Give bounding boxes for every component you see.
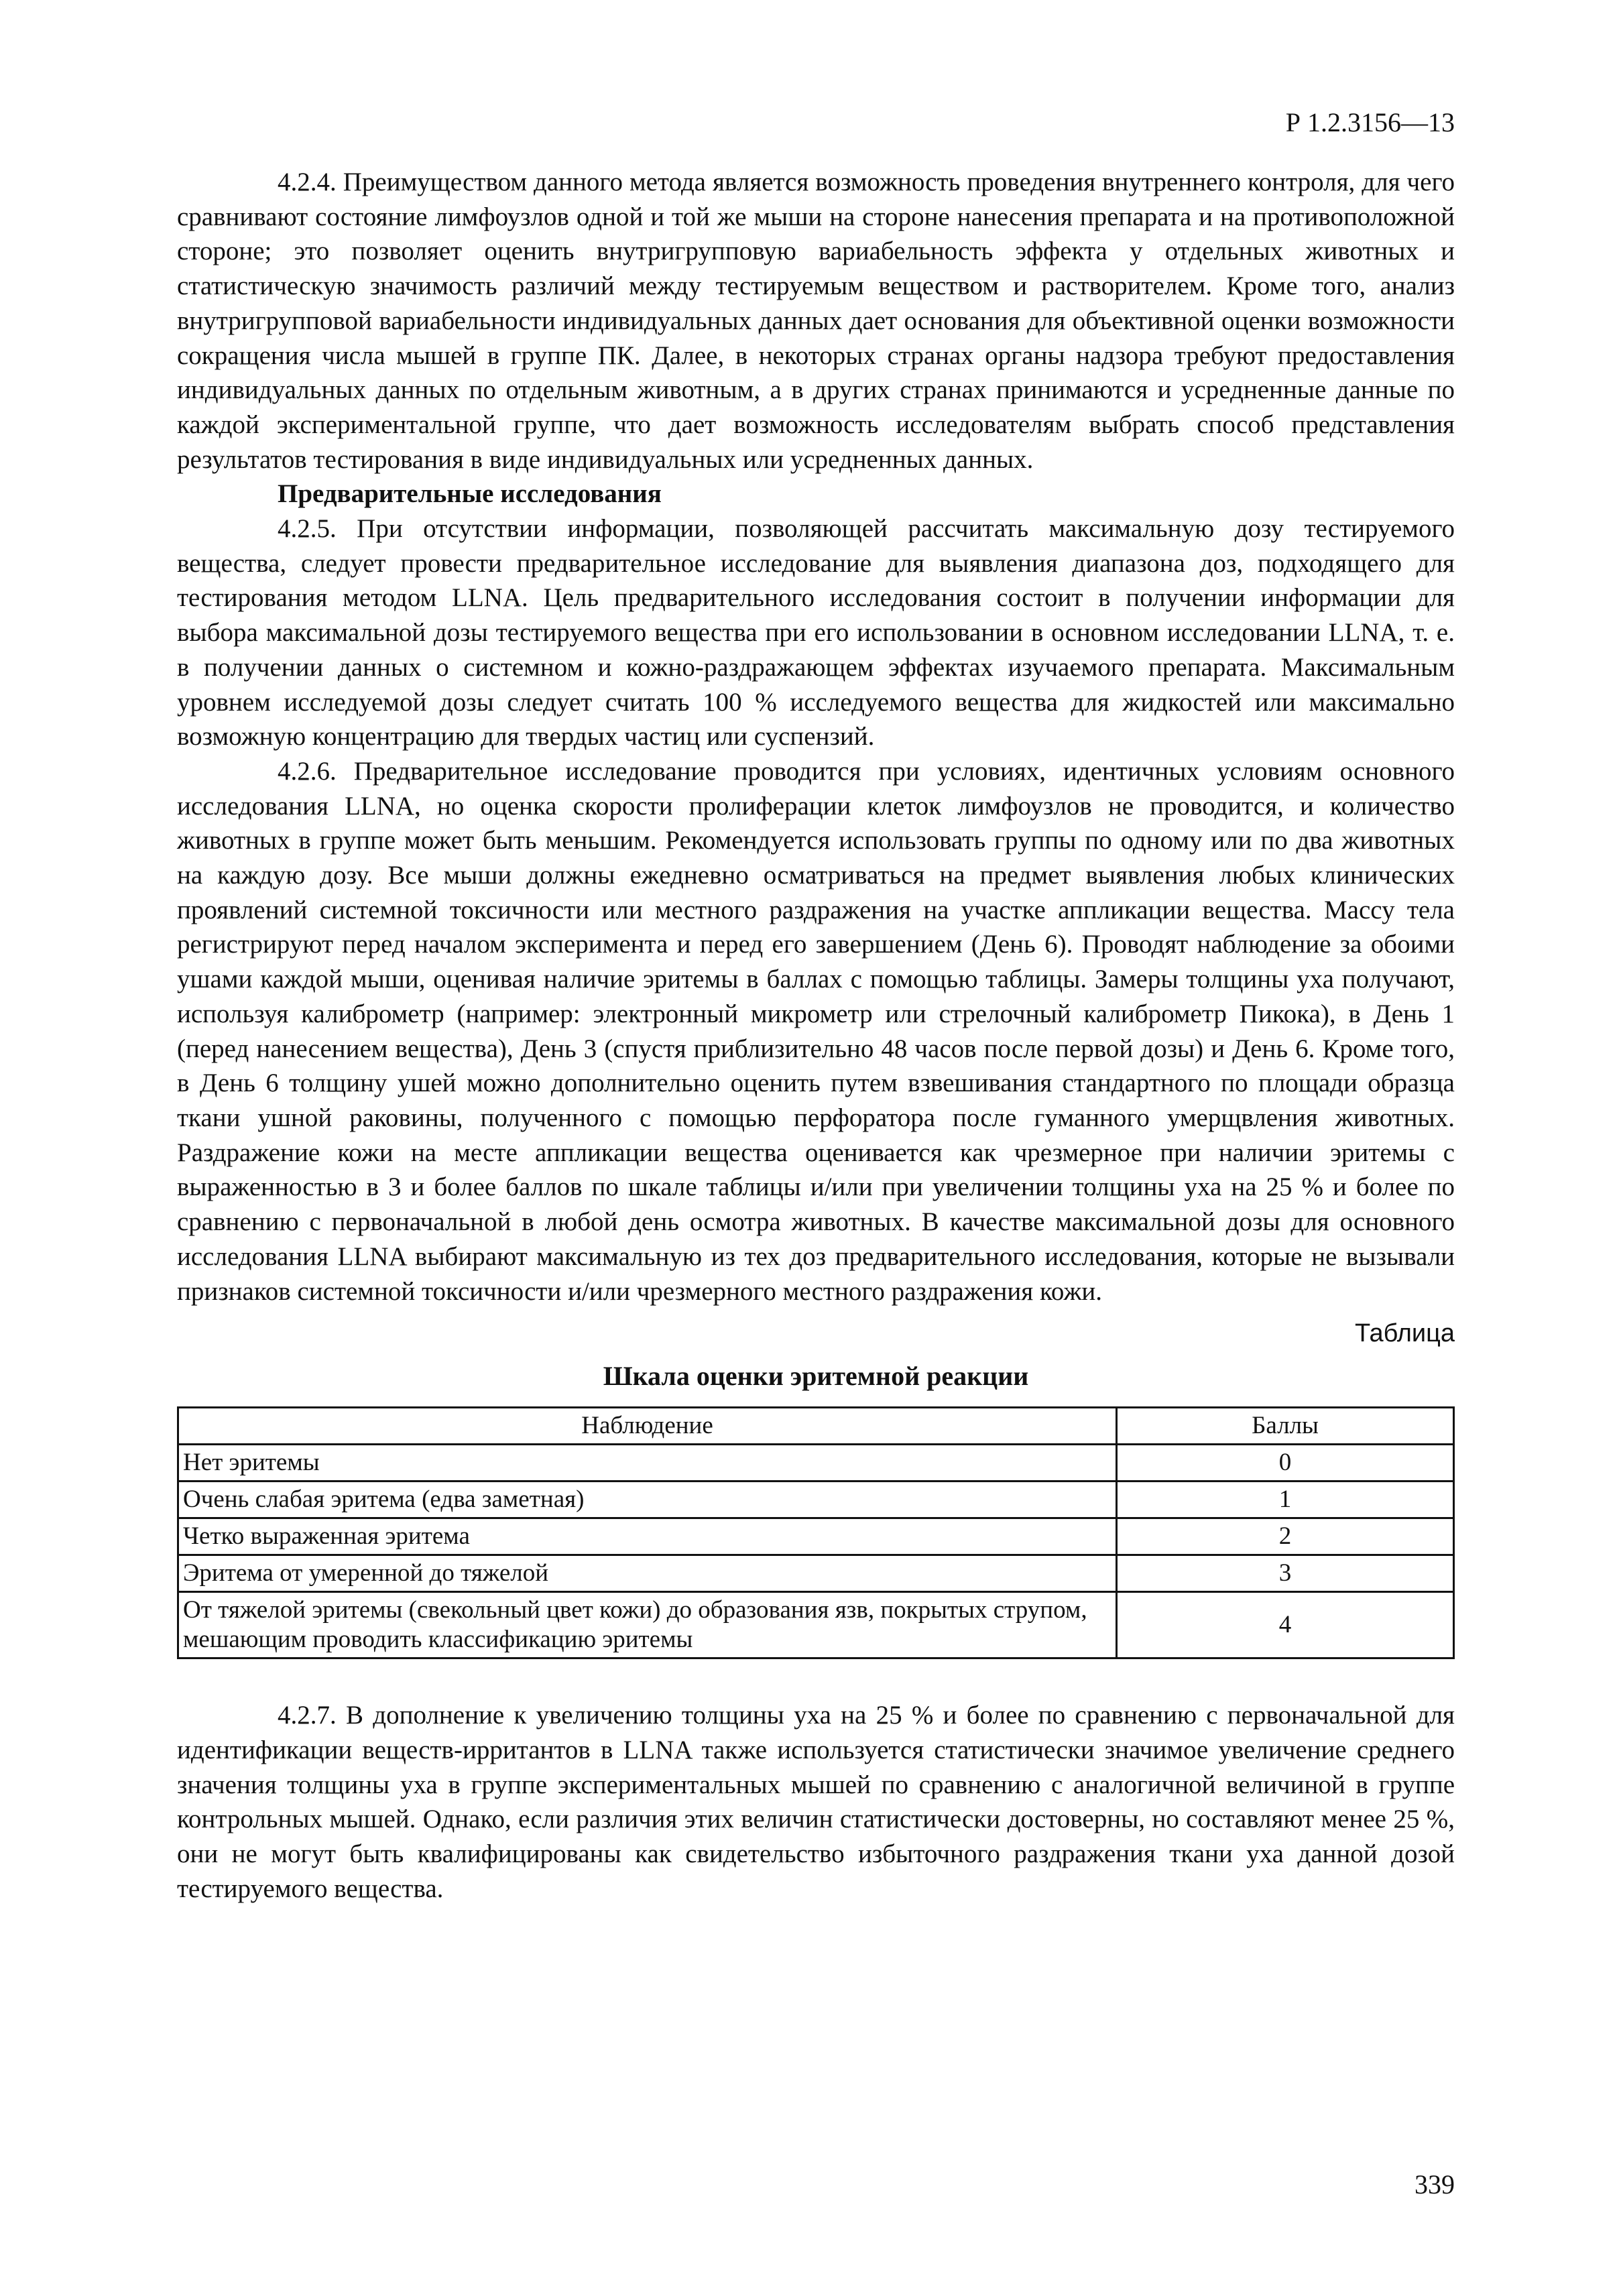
score-cell: 0	[1117, 1445, 1454, 1482]
table-title: Шкала оценки эритемной реакции	[603, 1361, 1029, 1392]
table-row	[178, 1592, 1454, 1658]
score-cell: 4	[1117, 1592, 1454, 1658]
column-header-score: Баллы	[1117, 1408, 1454, 1445]
observation-cell: Эритема от умеренной до тяжелой	[178, 1555, 1117, 1592]
observation-cell: Нет эритемы	[178, 1445, 1117, 1482]
table-row	[178, 1482, 1454, 1518]
paragraph-4-2-4: 4.2.4. Преимуществом данного метода является возможность проведения внутреннего контроля, для чего сравнивают состояние лимфоузлов одной и той же мыши на стороне нанесения препарата и на противоположной стороне; это позволяет оценить внутригрупповую вариабельность эффекта у отдельных животных и статистическую значимость различий между тестируемым веществом и растворителем. Кроме того, анализ внутригрупповой вариабельности индивидуальных данных дает основания для объективной оценки возможности сокращения числа мышей в группе ПК. Далее, в некоторых странах органы надзора требуют предоставления индивидуальных данных по отдельным животным, а в других странах принимаются и усредненные данные по каждой экспериментальной группе, что дает возможность исследователям выбрать способ представления результатов тестирования в виде индивидуальных или усредненных данных.	[177, 168, 1455, 474]
table-label: Таблица	[1355, 1319, 1455, 1348]
document-code: Р 1.2.3156—13	[1285, 107, 1455, 137]
table-row	[178, 1555, 1454, 1592]
paragraph-4-2-6: 4.2.6. Предварительное исследование проводится при условиях, идентичных условиям основного исследования LLNA, но оценка скорости пролиферации клеток лимфоузлов не проводится, и количество животных в группе может быть меньшим. Рекомендуется использовать группы по одному или по два животных на каждую дозу. Все мыши должны ежедневно осматриваться на предмет выявления любых клинических проявлений системной токсичности или местного раздражения на участке аппликации вещества. Массу тела регистрируют перед началом эксперимента и перед его завершением (День 6). Проводят наблюдение за обоими ушами каждой мыши, оценивая наличие эритемы в баллах с помощью таблицы. Замеры толщины уха получают, используя калиброметр (например: электронный микрометр или стрелочный калиброметр Пикока), в День 1 (перед нанесением вещества), День 3 (спустя приблизительно 48 часов после первой дозы) и День 6. Кроме того, в День 6 толщину ушей можно дополнительно оценить путем взвешивания стандартного по площади образца ткани ушной раковины, полученного с помощью перфоратора после гуманного умерщвления животных. Раздражение кожи на месте аппликации вещества оценивается как чрезмерное при наличии эритемы с выраженностью в 3 и более баллов по шкале таблицы и/или при увеличении толщины уха на 25 % и более по сравнению с первоначальной в любой день осмотра животных. В качестве максимальной дозы для основного исследования LLNA выбирают максимальную из тех доз предварительного исследования, которые не вызывали признаков системной токсичности и/или чрезмерного местного раздражения кожи.	[177, 756, 1455, 1306]
score-cell: 1	[1117, 1482, 1454, 1518]
paragraph-4-2-7: 4.2.7. В дополнение к увеличению толщины уха на 25 % и более по сравнению с первоначальной для идентификации веществ-ирритантов в LLNA также используется статистически значимое увеличение среднего значения толщины уха в группе экспериментальных мышей по сравнению с аналогичной величиной в группе контрольных мышей. Однако, если различия этих величин статистически достоверны, но составляют менее 25 %, они не могут быть квалифицированы как свидетельство избыточного раздражения ткани уха данной дозой тестируемого вещества.	[177, 1701, 1455, 1903]
table-row	[178, 1445, 1454, 1482]
observation-cell: Четко выраженная эритема	[178, 1518, 1117, 1555]
document-page	[177, 107, 1455, 1906]
erythema-scale-table	[177, 1406, 1455, 1659]
score-cell: 2	[1117, 1518, 1454, 1555]
observation-cell: От тяжелой эритемы (свекольный цвет кожи) до образования язв, покрытых струпом, мешающим проводить классификацию эритемы	[178, 1592, 1117, 1658]
table-header-row	[178, 1408, 1454, 1445]
score-cell: 3	[1117, 1555, 1454, 1592]
observation-cell: Очень слабая эритема (едва заметная)	[178, 1482, 1117, 1518]
table-row	[178, 1518, 1454, 1555]
page-number: 339	[1415, 2169, 1455, 2199]
column-header-observation: Наблюдение	[178, 1408, 1117, 1445]
section-heading: Предварительные исследования	[278, 479, 662, 509]
paragraph-4-2-5: 4.2.5. При отсутствии информации, позволяющей рассчитать максимальную дозу тестируемого вещества, следует провести предварительное исследование для выявления диапазона доз, подходящего для тестирования методом LLNA. Цель предварительного исследования состоит в получении информации для выбора максимальной дозы тестируемого вещества при его использовании в основном исследовании LLNA, т. е. в получении данных о системном и кожно-раздражающем эффектах изучаемого препарата. Максимальным уровнем исследуемой дозы следует считать 100 % исследуемого вещества для жидкостей или максимально возможную концентрацию для твердых частиц или суспензий.	[177, 514, 1455, 751]
